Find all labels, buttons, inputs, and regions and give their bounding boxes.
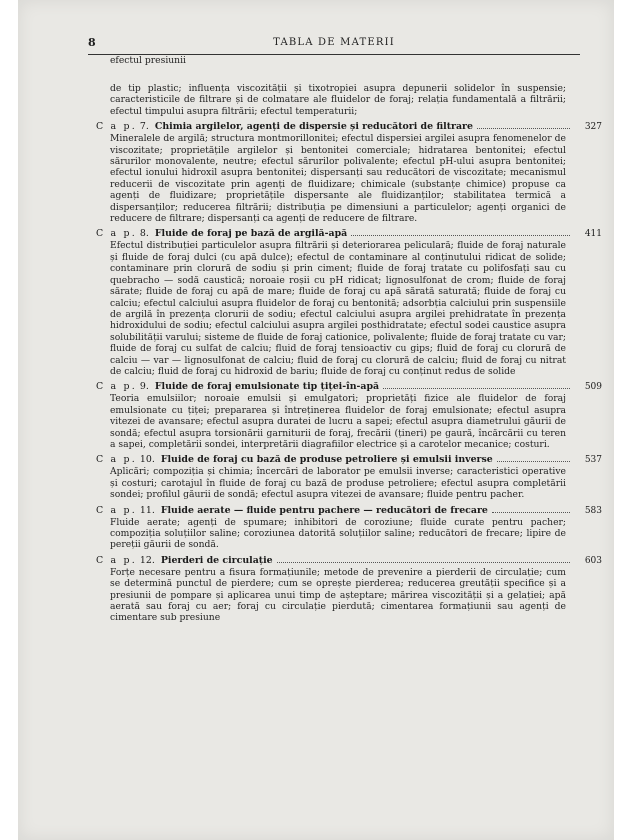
chapter-page-number: 411 [584,229,602,240]
chapter-page-number: 537 [584,455,602,466]
chapter-body: de tip plastic; influența viscozității și tixotropiei asupra depunerii solidelor în suspensie; caracteristicile de filtrare și de colmatare ale fluidelor de foraj; relația fundamentală a filtrării; efectul timpului asupra filtrării; efectul temperaturii; [110,83,566,117]
chapter-heading [96,227,602,240]
chapter-body: Mineralele de argilă; structura montmorillonitei; efectul dispersiei argilei asupra fenomenelor de viscozitate; proprietățile argilelor și bentonitei comerciale; hidratarea bentonitei; efectul sărurilor monovalente, neutre; efectul sărurilor polivalente; efectul pH-ului asupra bentonitei; efectul ionului hidroxil asupra bentonitei; dispersanți sau reducători de viscozitate; mecanismul reducerii de viscozitate prin agenți de fluidizare; chimicale (substanțe chimice) propuse ca agenți de fluidizare; proprietățile dispersante ale fluidizanților; stabilitatea termică a dispersanților; reducerea filtrării; distribuția pe dimensiuni a particulelor; agenți organici de reducere de filtrare; dispersanți ca agenți de reducere de filtrare. [110,133,566,225]
chapter-body: Aplicări; compoziția și chimia; încercări de laborator pe emulsii inverse; caracteristici operative și costuri; carotajul în fluide de foraj cu bază de produse petroliere; efectul asupra completării sondei; profilul găurii de sondă; efectul asupra vitezei de avansare; fluide pentru pacher. [110,466,566,501]
table-of-contents [96,83,602,627]
chapter-7 [96,120,602,224]
chapter-title: Fluide de foraj cu bază de produse petroliere și emulsii inverse [160,454,493,466]
chapter-11 [96,504,602,551]
chapter-label: C a p. [96,228,137,240]
chapter-title: Pierderi de circulație [160,554,273,566]
dot-leader [477,128,570,129]
page-number: 8 [88,36,96,49]
dot-leader [492,512,570,513]
chapter-heading [96,554,602,567]
chapter-title: Fluide de foraj emulsionate tip țiței-în-apă [154,381,380,393]
chapter-label: C a p. [96,121,137,133]
chapter-heading [96,380,602,393]
chapter-9 [96,380,602,450]
book-page [18,0,614,840]
dot-leader [497,461,570,462]
chapter-number: 8. [139,228,149,240]
chapter-number: 10. [139,454,155,466]
chapter-heading [96,120,602,133]
chapter-heading [96,453,602,466]
chapter-number: 9. [139,381,149,393]
page-header [88,34,580,55]
chapter-title: Fluide de foraj pe bază de argilă-apă [154,228,348,240]
chapter-label: C a p. [96,454,137,466]
chapter-body: Efectul distribuției particulelor asupra filtrării și deteriorarea peliculară; fluide de foraj naturale și fluide de foraj dulci (cu apă dulce); efectul de contaminare al conținutului ridicat de solide; contaminare prin clorură de sodiu și prin ciment; fluide de foraj tratate cu polifosfați sau cu quebracho — sodă caustică; noroaie roșii cu pH ridicat; lignosulfonat de crom; fluide de foraj sărate; fluide de foraj cu apă de mare; fluide de foraj cu apă sărată saturată; fluide de foraj cu calciu; efectul calciului asupra fluidelor de foraj cu bentonită; adsorbția calciului prin suspensiile de argilă în prezența clorurii de sodiu; efectul calciului asupra argilei prehidratate în prezența hidroxidului de sodiu; efectul calciului asupra argilei posthidratate; efectul sodei caustice asupra solubilității varului; sisteme de fluide de foraj cationice, polivalente; fluide de foraj tratate cu var; fluide de foraj cu sulfat de calciu; fluid de foraj tensioactiv cu gips; fluid de foraj cu clorură de calciu — var — lignosulfonat de calciu; fluid de foraj cu clorură de calciu; fluid de foraj cu nitrat de calciu; fluid de foraj cu hidroxid de bariu; fluide de foraj cu conținut redus de solide [110,240,566,377]
chapter-heading [96,504,602,517]
running-title: TABLA DE MATERII [273,37,395,48]
chapter-page-number: 583 [584,505,602,516]
chapter-page-number: 509 [584,382,602,393]
chapter-number: 12. [139,554,155,566]
chapter-body: Fluide aerate; agenți de spumare; inhibitori de coroziune; fluide curate pentru pacher; compoziția soluțiilor saline; coroziunea datorită soluțiilor saline; reducători de frecare; lipire de pereții găurii de sondă. [110,516,566,551]
dot-leader [351,235,570,236]
chapter-number: 7. [139,121,149,133]
dot-leader [383,388,570,389]
chapter-title: Chimia argilelor, agenți de dispersie și reducători de filtrare [154,121,473,133]
chapter-page-number: 603 [584,555,602,566]
chapter-label: C a p. [96,381,137,393]
chapter-title: Fluide aerate — fluide pentru pachere — reducători de frecare [160,504,488,516]
chapter-12 [96,554,602,624]
chapter-10 [96,453,602,500]
chapter-label: C a p. [96,554,137,566]
chapter-page-number: 327 [584,122,602,133]
chapter-number: 11. [139,504,155,516]
chapter-label: C a p. [96,504,137,516]
chapter-body: Teoria emulsiilor; noroaie emulsii și emulgatori; proprietăți fizice ale fluidelor de foraj emulsionate cu țiței; prepararea și întreținerea fluidelor de foraj emulsionate; efectul asupra vitezei de avansare; efectul asupra duratei de lucru a sapei; efectul asupra diametrului găurii de sondă; efectul asupra torsionării garniturii de foraj, frecării (țineri) pe gaură, încărcării cu teren a sapei, completării sondei, interpretării diagrafiilor electrice și a carotelor mecanice; costuri. [110,393,566,450]
continued-text [110,55,550,67]
dot-leader [277,562,570,563]
chapter-6-continued [96,83,602,117]
chapter-body: Forțe necesare pentru a fisura formațiunile; metode de prevenire a pierderii de circulație; cum se determină punctul de pierdere; cum se oprește pierderea; reducerea greutății specifice și a presiunii de pompare și aplicarea unui timp de așteptare; mărirea viscozității și a gelației; apă aerată sau foraj cu aer; foraj cu circulație pierdută; cimentarea formațiunii sau agenți de cimentare sub presiune [110,566,566,624]
chapter-8 [96,227,602,377]
intro-line-text: efectul presiunii [110,55,186,66]
